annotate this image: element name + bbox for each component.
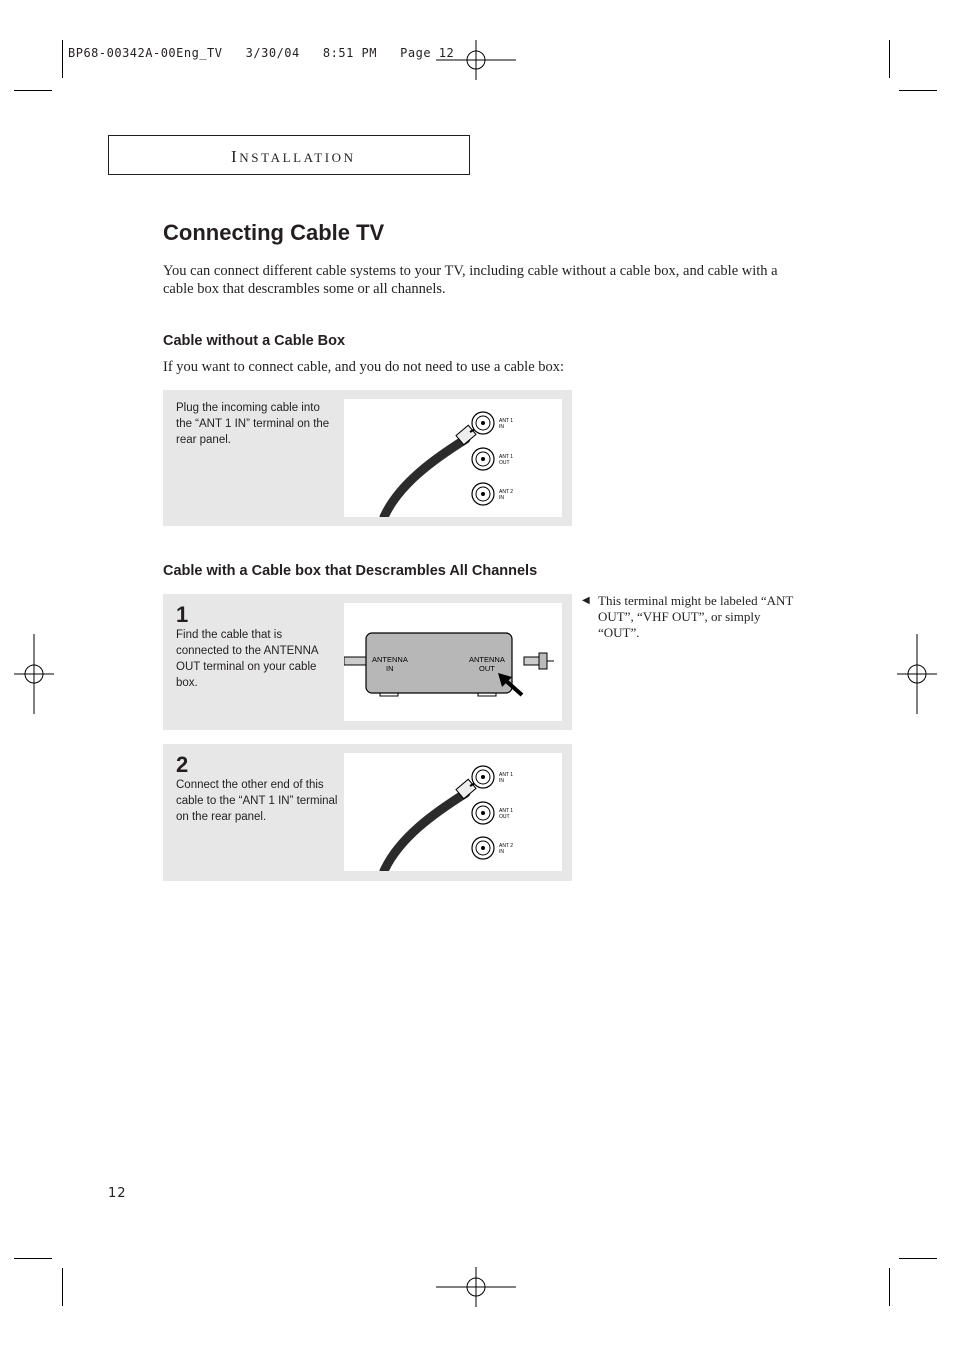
subheading-cable-without-box: Cable without a Cable Box (163, 333, 346, 349)
svg-text:IN: IN (386, 664, 394, 673)
step-panel-plug-cable (163, 390, 572, 526)
terminal-ant1-out-icon (472, 448, 513, 470)
svg-text:ANT 1: ANT 1 (499, 418, 514, 424)
page-title: Connecting Cable TV (163, 220, 385, 245)
step-text: Connect the other end of this cable to the “ANT 1 IN” terminal on the rear panel. (176, 779, 338, 823)
svg-text:ANTENNA: ANTENNA (469, 655, 505, 664)
section-title: INSTALLATION (231, 147, 356, 166)
intro-paragraph: You can connect different cable systems to your TV, including cable without a cable box, and cable with a cable box that descrambles some or all channels. (163, 263, 778, 297)
print-slug: BP68-00342A-00Eng_TV 3/30/04 8:51 PM Page 12 (68, 46, 455, 60)
cable-box-icon (344, 603, 562, 721)
terminal-ant1-in-icon (472, 412, 513, 434)
terminal-ant2-in-icon (472, 483, 513, 505)
step-text: Find the cable that is connected to the ANTENNA OUT terminal on your cable box. (176, 629, 318, 689)
registration-mark-icon (436, 1267, 516, 1307)
svg-text:ANT 1: ANT 1 (499, 454, 514, 460)
svg-text:IN: IN (499, 495, 504, 501)
svg-text:ANT 1: ANT 1 (499, 808, 514, 814)
rear-panel-terminals-icon (344, 753, 562, 871)
rear-panel-illustration (344, 399, 562, 517)
terminal-ant1-in-icon (472, 766, 513, 788)
terminal-ant1-out-icon (472, 802, 513, 824)
step-number: 1 (176, 602, 189, 627)
svg-text:OUT: OUT (479, 664, 495, 673)
svg-text:IN: IN (499, 424, 504, 430)
svg-text:ANTENNA: ANTENNA (372, 655, 408, 664)
svg-text:OUT: OUT (499, 814, 510, 820)
step-text: Plug the incoming cable into the “ANT 1 IN” terminal on the rear panel. (176, 402, 330, 446)
registration-mark-icon (14, 634, 54, 714)
subsection-lead: If you want to connect cable, and you do not need to use a cable box: (163, 359, 565, 375)
step-panel-1 (163, 594, 572, 730)
subheading-cable-with-box: Cable with a Cable box that Descrambles All Channels (163, 563, 538, 579)
note-pointer-icon: ◀ (582, 595, 590, 606)
svg-text:OUT: OUT (499, 460, 510, 466)
page-number: 12 (108, 1186, 127, 1201)
cable-box-illustration (344, 603, 562, 721)
rear-panel-terminals-icon (344, 399, 562, 517)
registration-mark-icon (897, 634, 937, 714)
svg-text:ANT 1: ANT 1 (499, 772, 514, 778)
terminal-ant2-in-icon (472, 837, 513, 859)
terminal-label-note: This terminal might be labeled “ANT OUT”, “VHF OUT”, or simply “OUT”. (598, 593, 794, 640)
svg-text:IN: IN (499, 849, 504, 855)
rear-panel-illustration (344, 753, 562, 871)
step-panel-2 (163, 744, 572, 881)
svg-text:IN: IN (499, 778, 504, 784)
svg-text:ANT 2: ANT 2 (499, 843, 514, 849)
step-number: 2 (176, 752, 189, 777)
section-header (108, 135, 470, 175)
svg-text:ANT 2: ANT 2 (499, 489, 514, 495)
